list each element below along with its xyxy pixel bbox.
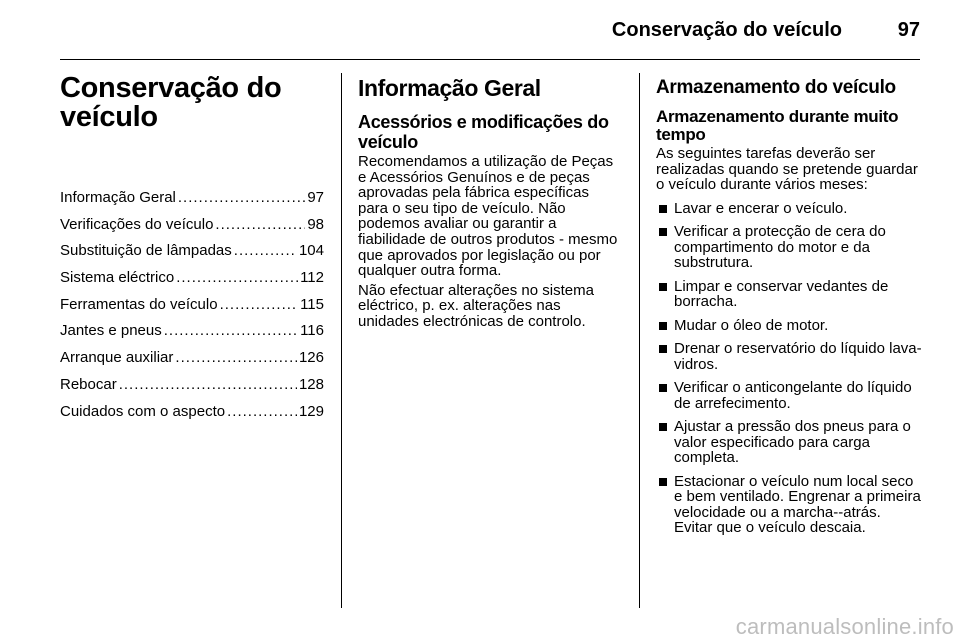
chapter-title: Conservação do veículo (60, 72, 282, 133)
square-bullet-icon (659, 322, 667, 330)
toc-leader-dots (220, 297, 299, 312)
toc-item-page: 128 (298, 376, 324, 392)
toc-item-page: 126 (298, 350, 324, 366)
toc-item-page: 116 (300, 323, 324, 339)
list-item-text: Ajustar a pressão dos pneus para o valor especificado para carga completa. (674, 418, 911, 467)
list-item (656, 201, 922, 217)
storage-column (656, 74, 922, 544)
toc-item[interactable] (60, 350, 324, 365)
list-item-text: Drenar o reservatório do líquido lava-vidros. (674, 340, 922, 373)
bullet-list (656, 201, 922, 536)
square-bullet-icon (659, 205, 667, 213)
square-bullet-icon (659, 384, 667, 392)
toc-leader-dots (178, 190, 305, 205)
toc-item-page: 104 (298, 243, 324, 259)
toc-leader-dots (234, 243, 297, 258)
toc-leader-dots (227, 404, 297, 419)
running-title: Conservação do veículo (611, 19, 842, 41)
toc-item-label: Ferramentas do veículo (60, 296, 218, 312)
toc-item[interactable] (60, 217, 324, 232)
paragraph: As seguintes tarefas deverão ser realizadas quando se pretende guardar o veículo durante vários meses: (656, 145, 918, 194)
list-item (656, 419, 922, 466)
toc-item[interactable] (60, 377, 324, 392)
list-item (656, 474, 922, 536)
page-number: 97 (897, 19, 920, 41)
list-item (656, 279, 922, 310)
paragraph: Recomendamos a utilização de Peças e Acessórios Genuínos e de peças aprovadas pela fábrica específicas para o seu tipo de veículo. Não podemos avaliar ou garantir a fiabilidade de outros produtos - mesmo que aprovados por legislação ou por qualquer outra forma. (358, 153, 618, 280)
column-divider-2 (639, 73, 640, 608)
list-item (656, 318, 922, 334)
toc-leader-dots (164, 323, 298, 338)
site-watermark: carmanualsonline.info (735, 614, 954, 639)
subsection-heading: Armazenamento durante muito tempo (656, 107, 899, 144)
list-item (656, 341, 922, 372)
toc-item-label: Informação Geral (60, 190, 176, 205)
section-heading: Armazenamento do veículo (656, 77, 896, 98)
list-item-text: Mudar o óleo de motor. (674, 316, 829, 334)
toc-item-label: Arranque auxiliar (60, 350, 174, 366)
toc-item-page: 112 (300, 270, 324, 286)
toc-item-label: Cuidados com o aspecto (60, 403, 226, 419)
toc-item[interactable] (60, 243, 324, 258)
section-heading: Informação Geral (358, 75, 541, 101)
toc-item[interactable] (60, 323, 324, 338)
square-bullet-icon (659, 283, 667, 291)
toc-item-label: Sistema eléctrico (60, 270, 175, 286)
page-header (0, 0, 960, 60)
table-of-contents (60, 190, 324, 419)
square-bullet-icon (659, 345, 667, 353)
chapter-column (60, 74, 324, 430)
toc-item[interactable] (60, 297, 324, 312)
toc-leader-dots (175, 350, 297, 365)
toc-item-page: 115 (300, 296, 324, 312)
list-item-text: Lavar e encerar o veículo. (674, 199, 848, 217)
toc-item-label: Verificações do veículo (60, 216, 214, 232)
paragraph: Não efectuar alterações no sistema eléctrico, p. ex. alterações nas unidades electrónicas de controlo. (358, 281, 594, 330)
toc-item-page: 129 (298, 403, 324, 419)
column-divider-1 (341, 73, 342, 608)
toc-leader-dots (215, 217, 305, 232)
header-rule (60, 59, 920, 60)
list-item-text: Verificar a protecção de cera do compartimento do motor e da substrutura. (674, 223, 886, 272)
list-item-text: Verificar o anticongelante do líquido de arrefecimento. (674, 379, 912, 412)
toc-item-label: Rebocar (60, 376, 117, 392)
toc-leader-dots (176, 270, 298, 285)
square-bullet-icon (659, 228, 667, 236)
subsection-heading: Acessórios e modificações do veículo (358, 112, 609, 152)
toc-leader-dots (119, 377, 297, 392)
toc-item-page: 97 (307, 190, 324, 205)
toc-item[interactable] (60, 404, 324, 419)
toc-item[interactable] (60, 190, 324, 205)
list-item-text: Estacionar o veículo num local seco e bem ventilado. Engrenar a primeira velocidade ou a marcha--atrás. Evitar que o veículo descaia. (674, 472, 921, 537)
general-info-column (358, 74, 622, 334)
list-item (656, 224, 922, 271)
toc-item[interactable] (60, 270, 324, 285)
square-bullet-icon (659, 423, 667, 431)
toc-item-label: Substituição de lâmpadas (60, 243, 232, 259)
list-item (656, 380, 922, 411)
list-item-text: Limpar e conservar vedantes de borracha. (674, 277, 889, 311)
toc-item-label: Jantes e pneus (60, 323, 162, 339)
toc-item-page: 98 (307, 216, 324, 232)
square-bullet-icon (659, 478, 667, 486)
